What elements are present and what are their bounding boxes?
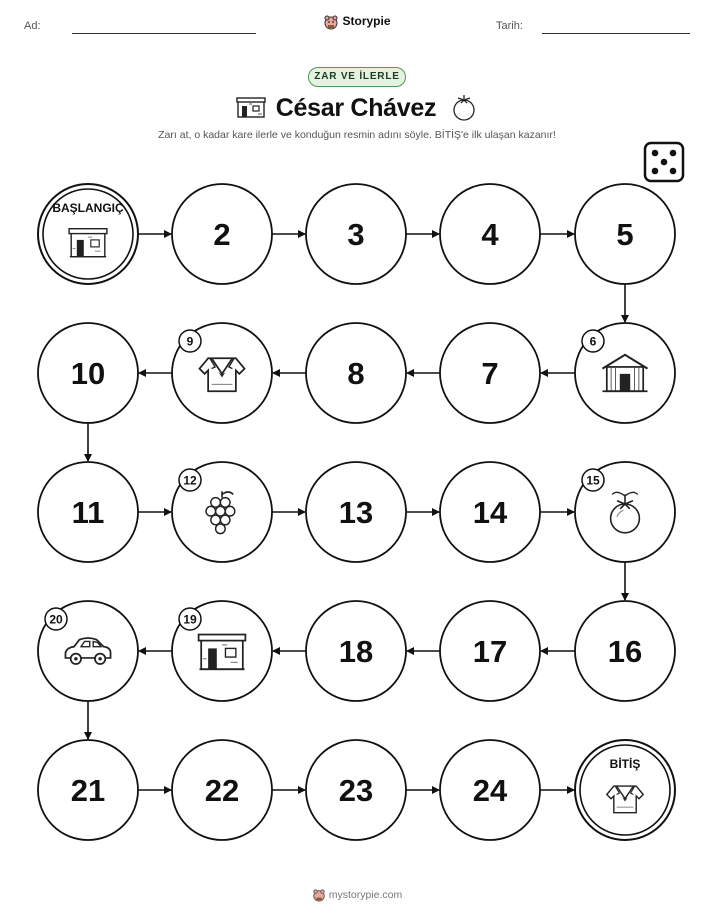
board-space-22[interactable] [172,740,272,840]
finish-space[interactable] [575,740,675,840]
dice-icon[interactable] [645,143,683,181]
space-number: 10 [70,356,106,391]
space-number: 14 [472,495,508,530]
space-number: 19 [183,612,197,627]
board-space-21[interactable] [38,740,138,840]
board-space-8[interactable] [306,323,406,423]
finish-label: BİTİŞ [609,757,641,771]
game-type-badge: ZAR VE İLERLE [308,67,406,87]
title-text: César Chávez [275,94,437,122]
board-space-10[interactable] [38,323,138,423]
space-number: 13 [338,495,374,530]
space-number: 24 [472,773,508,808]
space-number: 22 [204,773,240,808]
space-number: 17 [472,634,508,669]
name-label: Ad: [24,20,41,32]
footer-url: mystorypie.com [328,888,403,901]
board-space-18[interactable] [306,601,406,701]
start-space[interactable] [38,184,138,284]
board-space-3[interactable] [306,184,406,284]
space-number: 5 [616,217,634,252]
board-space-23[interactable] [306,740,406,840]
board-space-13[interactable] [306,462,406,562]
space-number: 18 [338,634,374,669]
board-space-5[interactable] [575,184,675,284]
storypie-footer-logo-icon [312,888,326,902]
space-number: 8 [347,356,365,391]
adobe-house-icon [69,229,107,257]
space-number: 11 [71,495,105,530]
space-number: 9 [186,334,194,349]
board-space-16[interactable] [575,601,675,701]
footer [0,888,714,902]
date-label: Tarih: [496,20,523,32]
space-number: 16 [607,634,643,669]
space-number: 3 [347,217,365,252]
brand-name: Storypie [342,14,391,29]
instructions: Zarı at, o kadar kare ilerle ve konduğun resmin adını söyle. BİTİŞ'e ilk ulaşan kazanır! [158,129,556,141]
space-number: 23 [338,773,374,808]
space-number: 4 [481,217,499,252]
board-space-17[interactable] [440,601,540,701]
board-space-2[interactable] [172,184,272,284]
board-space-20[interactable] [38,601,138,701]
space-number: 6 [589,334,597,349]
board-space-14[interactable] [440,462,540,562]
adobe-house-icon [199,635,246,670]
start-label: BAŞLANGIÇ [52,201,124,215]
board-space-7[interactable] [440,323,540,423]
space-number: 20 [49,612,63,627]
board-space-9[interactable] [172,323,272,423]
space-number: 12 [183,473,197,488]
board-space-12[interactable] [172,462,272,562]
board-space-6[interactable] [575,323,675,423]
board-space-24[interactable] [440,740,540,840]
board-space-11[interactable] [38,462,138,562]
board-space-4[interactable] [440,184,540,284]
board-space-19[interactable] [172,601,272,701]
board-spaces [38,184,675,840]
space-number: 21 [70,773,106,808]
board-space-15[interactable] [575,462,675,562]
space-number: 2 [213,217,231,252]
space-number: 15 [586,473,600,488]
space-number: 7 [481,356,499,391]
